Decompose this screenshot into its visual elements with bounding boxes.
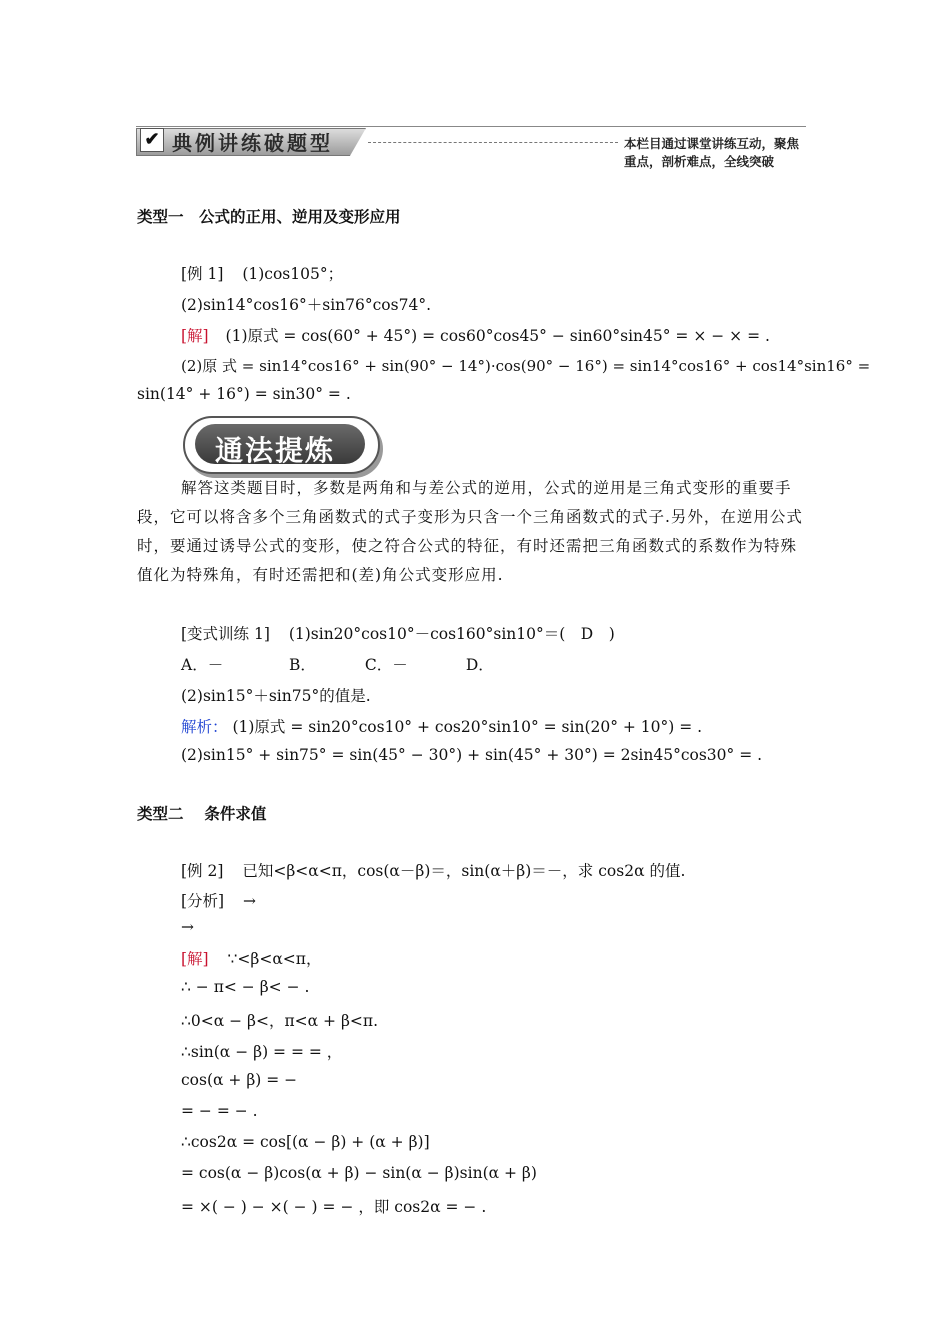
- option-c: C．－: [364, 656, 408, 674]
- example2-line: [181, 859, 685, 881]
- example2-text: 已知<β<α<π，cos(α－β)＝，sin(α＋β)＝－，求 cos2α 的值.: [242, 862, 686, 880]
- example1-line: [181, 262, 343, 284]
- banner-title: 典例讲练破题型: [172, 131, 333, 155]
- exercise1-analysis-2: (2)sin15° + sin75° = sin(45° − 30°) + sin(45° + 30°) = 2sin45°cos30° = .: [181, 746, 763, 764]
- exercise1-analysis-line: [181, 715, 702, 737]
- exercise1-analysis-1: (1)原式 = sin20°cos10° + cos20°sin10° = sin(20° + 10°) = .: [232, 718, 703, 736]
- section-banner: [136, 126, 806, 169]
- section1-heading: 类型一 公式的正用、逆用及变形应用: [137, 208, 401, 226]
- method-badge-inner: [195, 424, 365, 467]
- option-b: B．: [288, 656, 316, 674]
- exercise1-options: [181, 653, 494, 675]
- example2-analysis-line: [181, 889, 256, 911]
- option-a: A．－: [181, 656, 224, 674]
- solution2-step: ∴ − π< − β< − .: [181, 978, 310, 996]
- method-badge: [183, 416, 380, 474]
- solution2-line: [181, 947, 322, 969]
- section2-heading: 类型二 条件求值: [137, 805, 267, 823]
- exercise1-q2: (2)sin15°＋sin75°的值是.: [181, 687, 371, 705]
- arrow-icon: →: [181, 918, 194, 936]
- exercise1-analysis-label: 解析：: [181, 718, 228, 736]
- arrow-icon: →: [243, 892, 257, 910]
- exercise1-label: [变式训练 1]: [181, 625, 270, 643]
- solution2-step: cos(α + β) = −: [181, 1071, 298, 1089]
- solution1-line: [181, 324, 770, 346]
- checkmark-icon: ✔: [140, 128, 164, 152]
- option-d: D．: [465, 656, 494, 674]
- solution2-step: ∴sin(α − β) = = = ，: [181, 1043, 343, 1061]
- example2-analysis-label: [分析]: [181, 892, 225, 910]
- solution1-part1: (1)原式 = cos(60° + 45°) = cos60°cos45° − sin60°sin45° = × − × = .: [225, 327, 770, 345]
- solution2-step: = − = − .: [181, 1102, 258, 1120]
- banner-dashed-rule: [368, 142, 618, 143]
- exercise1-q1: (1)sin20°cos10°－cos160°sin10°＝( D ): [288, 625, 615, 643]
- example1-label: [例 1]: [181, 265, 224, 283]
- example1-q1: (1)cos105°；: [242, 265, 344, 283]
- exercise1-line: [181, 622, 615, 644]
- method-text: 解答这类题目时，多数是两角和与差公式的逆用，公式的逆用是三角式变形的重要手段，它可以将含多个三角函数式的式子变形为只含一个三角函数式的式子.另外，在逆用公式时，要通过诱导公式的变形，使之符合公式的特征，有时还需把三角函数式的系数作为特殊值化为特殊角，有时还需把和(差)角公式变形应用.: [137, 479, 803, 584]
- banner-description: 本栏目通过课堂讲练互动，聚焦重点，剖析难点，全线突破: [624, 136, 800, 169]
- solution2-first: ∵<β<α<π，: [227, 950, 322, 968]
- solution2-step: = cos(α − β)cos(α + β) − sin(α − β)sin(α + β): [181, 1164, 537, 1182]
- solution1-part2-line2: sin(14° + 16°) = sin30° = .: [137, 385, 351, 403]
- example2-label: [例 2]: [181, 862, 224, 880]
- solution1-part2-line1: (2)原 式 = sin14°cos16° + sin(90° − 14°)·cos(90° − 16°) = sin14°cos16° + cos14°sin16° =: [181, 357, 871, 375]
- solution2-step: = ×( − ) − ×( − ) = − ，即 cos2α = − .: [181, 1198, 487, 1216]
- solution1-label: [解]: [181, 327, 209, 345]
- solution2-label: [解]: [181, 950, 209, 968]
- example1-q2: (2)sin14°cos16°＋sin76°cos74°.: [181, 296, 431, 314]
- solution2-step: ∴cos2α = cos[(α − β) + (α + β)]: [181, 1133, 430, 1151]
- solution2-step: ∴0<α − β<，π<α + β<π.: [181, 1012, 379, 1030]
- method-badge-text: 通法提炼: [215, 434, 336, 467]
